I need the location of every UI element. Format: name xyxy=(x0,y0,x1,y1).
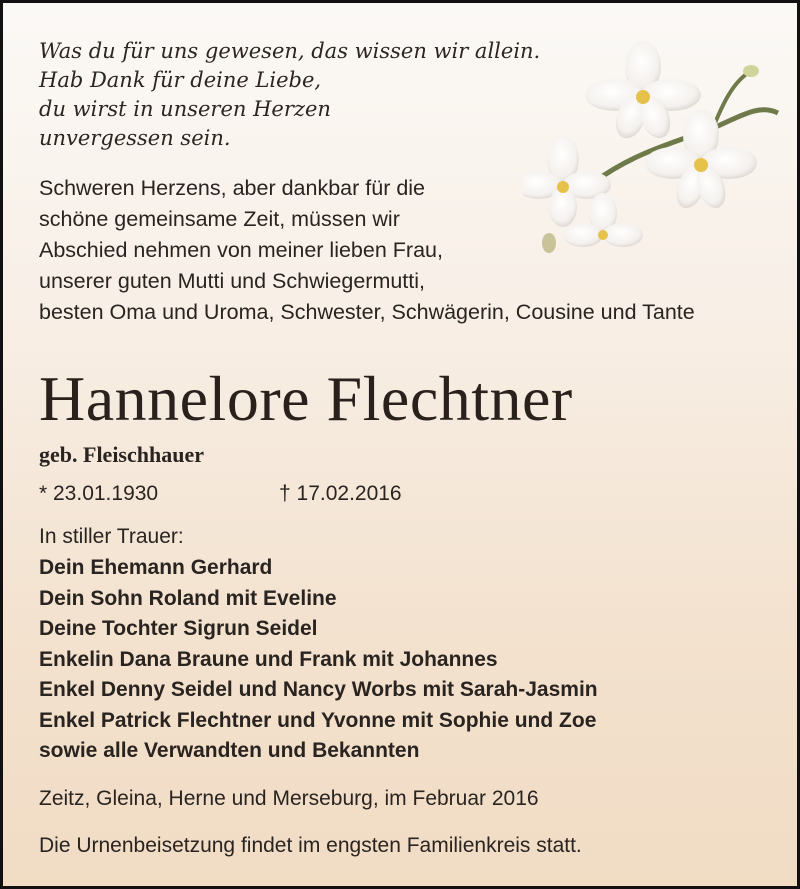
intro-text xyxy=(39,173,695,328)
poem-line: Was du für uns gewesen, das wissen wir allein. xyxy=(39,39,541,63)
intro-line: unserer guten Mutti und Schwiegermutti, xyxy=(39,269,426,293)
poem-line: du wirst in unseren Herzen xyxy=(39,97,331,121)
mourner-item: Deine Tochter Sigrun Seidel xyxy=(39,617,318,640)
mourners-list xyxy=(39,553,598,767)
intro-line: besten Oma und Uroma, Schwester, Schwägerin, Cousine und Tante xyxy=(39,300,695,324)
mourner-item: Dein Sohn Roland mit Eveline xyxy=(39,586,337,610)
intro-line: Schweren Herzens, aber dankbar für die xyxy=(39,176,426,200)
deceased-name: Hannelore Flechtner xyxy=(39,363,573,434)
birth-date: * 23.01.1930 xyxy=(39,482,159,505)
mourner-item: Enkel Denny Seidel und Nancy Worbs mit Sarah-Jasmin xyxy=(39,678,598,701)
mourner-item: sowie alle Verwandten und Bekannten xyxy=(39,739,420,762)
mourner-item: Enkel Patrick Flechtner und Yvonne mit Sophie und Zoe xyxy=(39,708,597,732)
intro-line: schöne gemeinsame Zeit, müssen wir xyxy=(39,207,400,231)
mourner-item: Enkelin Dana Braune und Frank mit Johannes xyxy=(39,647,498,671)
poem-line: Hab Dank für deine Liebe, xyxy=(39,68,322,92)
place-and-date: Zeitz, Gleina, Herne und Merseburg, im Februar 2016 xyxy=(39,787,539,810)
poem-line: unvergessen sein. xyxy=(39,126,231,150)
mourner-item: Dein Ehemann Gerhard xyxy=(39,556,273,579)
burial-note: Die Urnenbeisetzung findet im engsten Familienkreis statt. xyxy=(39,834,582,857)
poem xyxy=(39,37,540,153)
mourning-intro: In stiller Trauer: xyxy=(39,525,184,548)
birth-name: geb. Fleischhauer xyxy=(39,442,204,467)
death-date: † 17.02.2016 xyxy=(279,482,402,505)
intro-line: Abschied nehmen von meiner lieben Frau, xyxy=(39,238,443,262)
